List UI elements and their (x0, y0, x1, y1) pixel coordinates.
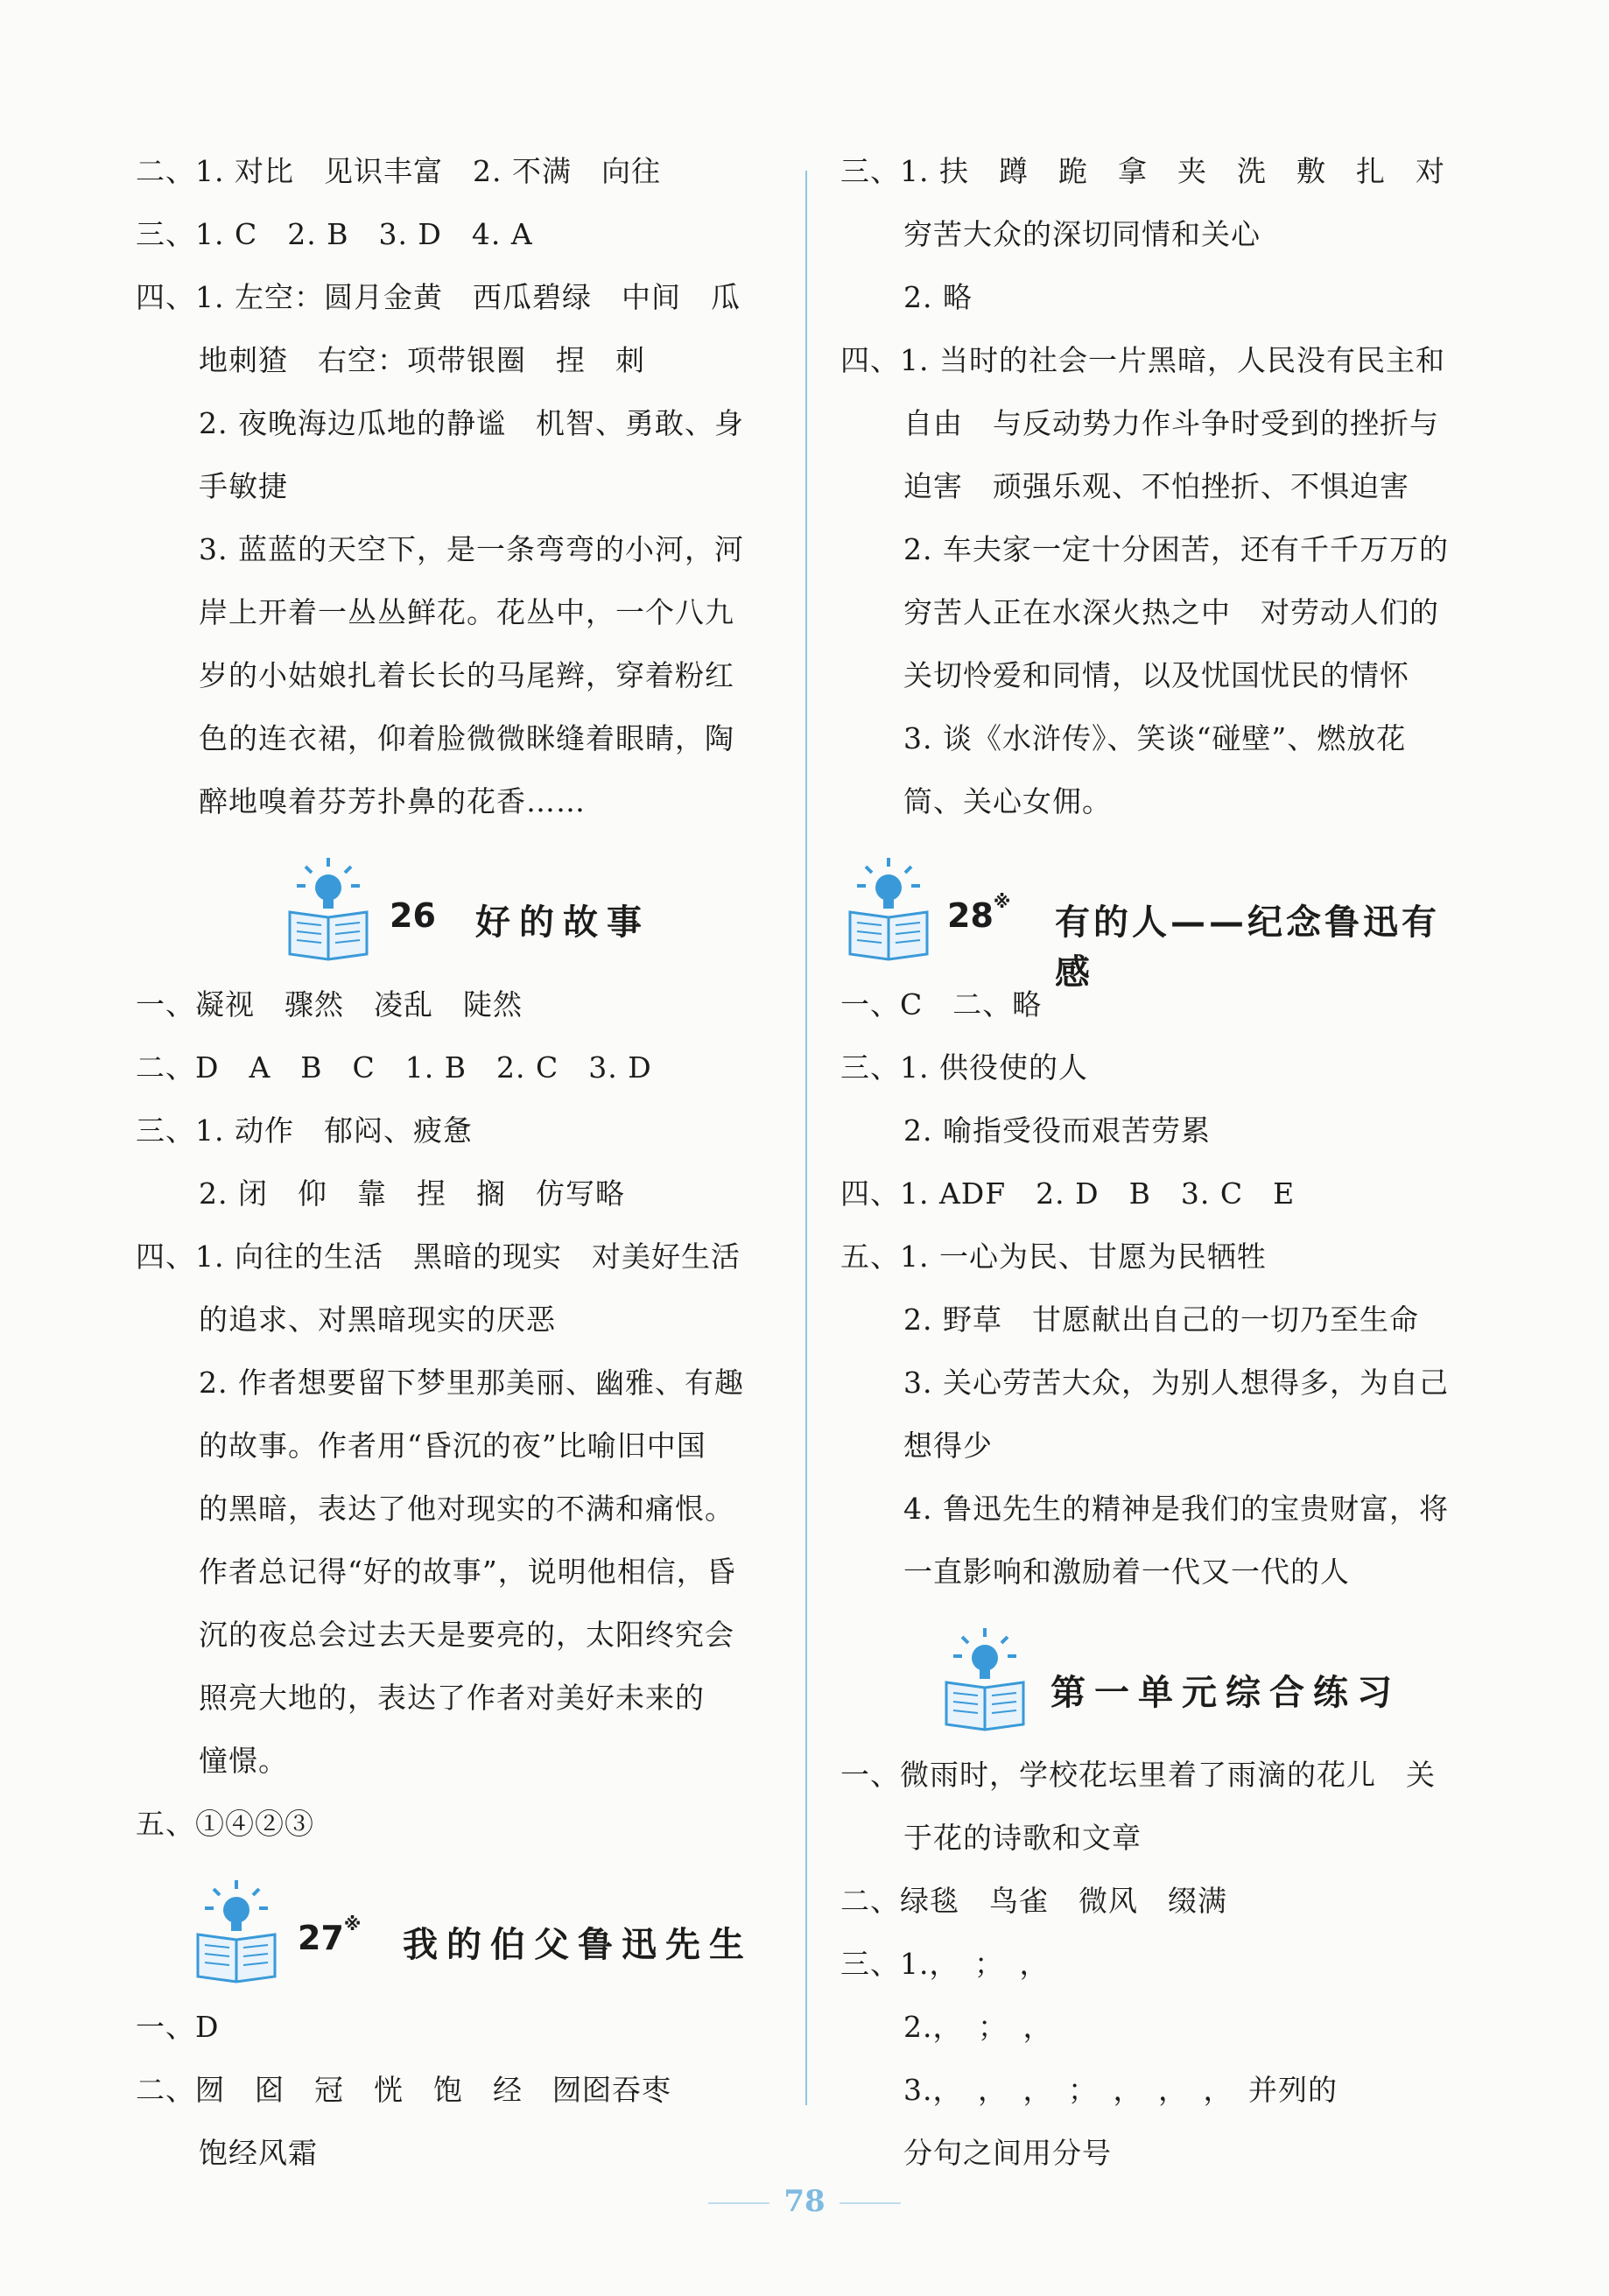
lesson-title: 好的故事 (475, 902, 650, 943)
answer-line: 关切怜爱和同情，以及忧国忧民的情怀 (903, 658, 1409, 692)
unit-review-heading (840, 1621, 1471, 1744)
answer-line: 2. 车夫家一定十分困苦，还有千千万万的 (903, 532, 1449, 566)
page-number-text: 78 (783, 2184, 826, 2219)
right-column (840, 140, 1471, 2185)
lesson-title: 有的人——纪念鲁迅有感 (1055, 902, 1440, 993)
answer-line: 四、1. ADF 2. D B 3. C E (840, 1176, 1296, 1211)
answer-line: 五、①④②③ (136, 1807, 314, 1841)
answer-line: 想得少 (903, 1429, 993, 1463)
answer-line: 迫害 顽强乐观、不怕挫折、不惧迫害 (903, 469, 1409, 503)
lesson-heading-28 (840, 851, 1471, 993)
answer-line: 二、绿毯 鸟雀 微风 缀满 (840, 1884, 1227, 1918)
answer-line: 四、1. 向往的生活 黑暗的现实 对美好生活 (136, 1239, 741, 1274)
answer-line: 分句之间用分号 (903, 2136, 1112, 2170)
answer-line: 岁的小姑娘扎着长长的马尾辫，穿着粉红 (199, 658, 734, 692)
lightbulb-book-icon (193, 1878, 280, 1984)
answer-line: 四、1. 左空：圆月金黄 西瓜碧绿 中间 瓜 (136, 280, 741, 314)
answer-line: 自由 与反动势力作斗争时受到的挫折与 (903, 406, 1439, 440)
answer-line: 2. 闭 仰 靠 捏 搁 仿写略 (199, 1176, 625, 1211)
answer-line: 地刺猹 右空：项带银圈 捏 刺 (199, 343, 645, 377)
answer-line: 手敏捷 (199, 469, 288, 503)
answer-line: 2.， ； ， (903, 2010, 1053, 2044)
lightbulb-book-icon (845, 856, 932, 961)
answer-line: 三、1.， ； ， (840, 1947, 1050, 1981)
answer-line: 醉地嗅着芬芳扑鼻的花香…… (199, 784, 586, 818)
answer-line: 四、1. 当时的社会一片黑暗，人民没有民主和 (840, 343, 1445, 377)
lesson-number: 26 (390, 896, 436, 935)
answer-line: 3. 谈《水浒传》、笑谈“碰壁”、燃放花 (903, 721, 1407, 755)
answer-line: 饱经风霜 (199, 2136, 318, 2170)
answer-line: 二、囫 囵 冠 恍 饱 经 囫囵吞枣 (136, 2073, 671, 2107)
left-column (136, 140, 788, 2185)
answer-line: 一、D (136, 2010, 220, 2044)
answer-line: 3. 蓝蓝的天空下，是一条弯弯的小河，河 (199, 532, 744, 566)
answer-line: 三、1. C 2. B 3. D 4. A (136, 217, 533, 251)
answer-line: 岸上开着一丛丛鲜花。花丛中，一个八九 (199, 595, 734, 629)
answer-line: 沉的夜总会过去天是要亮的，太阳终究会 (199, 1618, 734, 1652)
answer-line: 三、1. 动作 郁闷、疲惫 (136, 1113, 473, 1148)
answer-line: 3. 关心劳苦大众，为别人想得多，为自己 (903, 1366, 1449, 1400)
answer-line: 4. 鲁迅先生的精神是我们的宝贵财富，将 (903, 1492, 1449, 1526)
answer-line: 穷苦人正在水深火热之中 对劳动人们的 (903, 595, 1439, 629)
answer-line: 穷苦大众的深切同情和关心 (903, 217, 1261, 251)
answer-line: 三、1. 供役使的人 (840, 1050, 1088, 1085)
lesson-title: 我的伯父鲁迅先生 (403, 1925, 753, 1965)
answer-line: 色的连衣裙，仰着脸微微眯缝着眼睛，陶 (199, 721, 734, 755)
answer-line: 2. 略 (903, 280, 973, 314)
lesson-heading-27 (136, 1873, 788, 1996)
answer-line: 2. 夜晚海边瓜地的静谧 机智、勇敢、身 (199, 406, 744, 440)
answer-line: 一、微雨时，学校花坛里着了雨滴的花儿 关 (840, 1758, 1436, 1792)
answer-line: 一、凝视 骤然 凌乱 陡然 (136, 987, 523, 1022)
answer-line: 2. 喻指受役而艰苦劳累 (903, 1113, 1211, 1148)
unit-review-title: 第一单元综合练习 (1050, 1673, 1401, 1713)
answer-line: 一、C 二、略 (840, 987, 1043, 1022)
answer-line: 的黑暗，表达了他对现实的不满和痛恨。 (199, 1492, 734, 1526)
lesson-number (947, 891, 1011, 935)
column-divider (805, 171, 807, 2105)
optional-mark: ※ (343, 1913, 362, 1934)
answer-line: 2. 作者想要留下梦里那美丽、幽雅、有趣 (199, 1366, 744, 1400)
lesson-heading-26 (136, 851, 788, 973)
answer-line: 二、D A B C 1. B 2. C 3. D (136, 1050, 652, 1085)
lesson-number-text: 27 (298, 1919, 344, 1957)
answer-line: 作者总记得“好的故事”，说明他相信，昏 (199, 1555, 736, 1589)
answer-line: 2. 野草 甘愿献出自己的一切乃至生命 (903, 1302, 1419, 1337)
answer-line: 憧憬。 (199, 1744, 288, 1778)
page-number (0, 2184, 1609, 2219)
answer-line: 二、1. 对比 见识丰富 2. 不满 向往 (136, 154, 661, 188)
answer-line: 一直影响和激励着一代又一代的人 (903, 1555, 1350, 1589)
optional-mark: ※ (993, 891, 1011, 912)
lesson-number (298, 1913, 362, 1957)
answer-line: 于花的诗歌和文章 (903, 1821, 1142, 1855)
answer-line: 三、1. 扶 蹲 跪 拿 夹 洗 敷 扎 对 (840, 154, 1445, 188)
answer-line: 筒、关心女佣。 (903, 784, 1112, 818)
page-number-dash (840, 2202, 901, 2204)
answer-line: 五、1. 一心为民、甘愿为民牺牲 (840, 1239, 1267, 1274)
answer-line: 的追求、对黑暗现实的厌恶 (199, 1302, 556, 1337)
lesson-number-text: 28 (947, 896, 994, 935)
answer-line: 的故事。作者用“昏沉的夜”比喻旧中国 (199, 1429, 706, 1463)
lightbulb-book-icon (285, 856, 372, 961)
page-number-dash (708, 2202, 769, 2204)
answer-line: 3.， ， ， ； ， ， ， 并列的 (903, 2073, 1338, 2107)
lightbulb-book-icon (941, 1626, 1029, 1731)
answer-line: 照亮大地的，表达了作者对美好未来的 (199, 1681, 705, 1715)
